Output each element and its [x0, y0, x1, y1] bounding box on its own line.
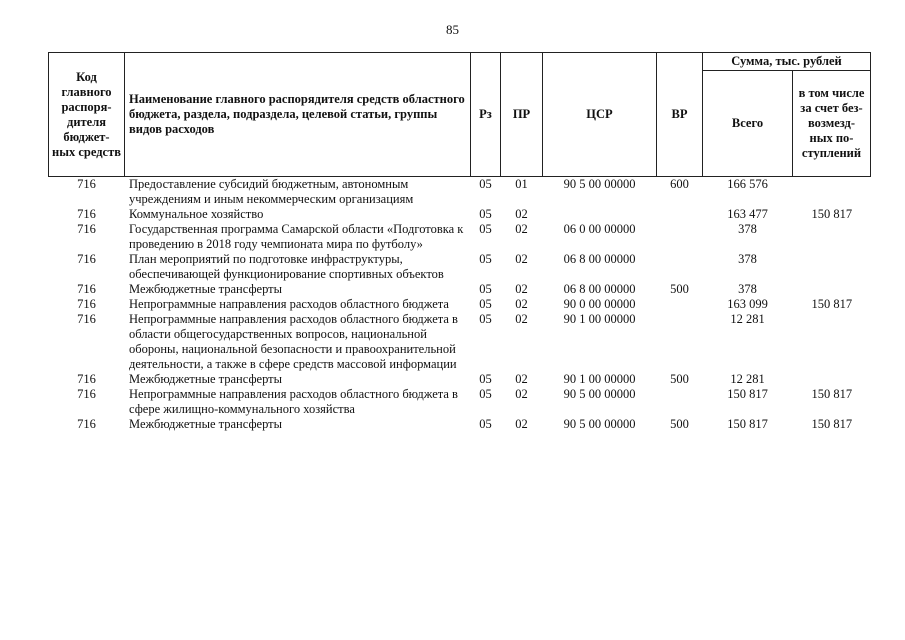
row-total: 378 [738, 282, 757, 296]
table-row [49, 282, 871, 297]
table-row [49, 177, 871, 208]
row-name: Межбюджетные трансферты [129, 282, 283, 296]
row-vr: 500 [670, 282, 689, 296]
row-rz: 05 [479, 312, 492, 326]
row-total: 378 [738, 252, 757, 266]
row-incl [793, 312, 871, 372]
row-rz: 05 [479, 417, 492, 431]
row-csr: 06 8 00 00000 [563, 252, 636, 266]
row-code: 716 [77, 252, 96, 266]
table-row [49, 387, 871, 417]
row-csr: 90 5 00 00000 [563, 387, 636, 401]
row-rz: 05 [479, 252, 492, 266]
row-total: 150 817 [727, 417, 768, 431]
row-vr: 500 [670, 372, 689, 386]
row-rz: 05 [479, 372, 492, 386]
row-pr: 02 [515, 417, 528, 431]
row-rz: 05 [479, 207, 492, 221]
row-name: Предоставление субсидий бюджетным, автономным учреждениям и иным некоммерческим организациям [129, 177, 414, 206]
table-row [49, 297, 871, 312]
table-row [49, 207, 871, 222]
row-csr: 90 5 00 00000 [563, 177, 636, 191]
row-vr: 600 [670, 177, 689, 191]
row-rz: 05 [479, 177, 492, 191]
header-sum: Сумма, тыс. рублей [703, 53, 871, 71]
row-pr: 02 [515, 387, 528, 401]
row-vr [657, 387, 703, 417]
header-incl: в том числе за счет без- возмезд- ных по- ступлений [793, 71, 871, 177]
row-incl [793, 252, 871, 282]
row-pr: 01 [515, 177, 528, 191]
row-vr [657, 297, 703, 312]
page-number: 85 [446, 22, 459, 37]
row-name: Непрограммные направления расходов областного бюджета в области общегосударственных вопросов, национальной обороны, национальной безопасности и правоохранительной деятельности, а также в сфере средств массовой информации [129, 312, 458, 371]
row-rz: 05 [479, 282, 492, 296]
row-total: 150 817 [727, 387, 768, 401]
row-code: 716 [77, 372, 96, 386]
header-pr: ПР [501, 53, 543, 177]
row-name: Непрограммные направления расходов областного бюджета в сфере жилищно-коммунального хозяйства [129, 387, 458, 416]
row-name: Коммунальное хозяйство [129, 207, 264, 221]
row-pr: 02 [515, 222, 528, 236]
table-row [49, 417, 871, 432]
header-code: Код главного распоря- дителя бюджет- ных средств [49, 53, 125, 177]
header-name: Наименование главного распорядителя средств областного бюджета, раздела, подраздела, целевой статьи, группы видов расходов [125, 53, 471, 177]
row-code: 716 [77, 282, 96, 296]
row-incl: 150 817 [811, 417, 853, 431]
row-code: 716 [77, 417, 96, 431]
row-csr: 06 8 00 00000 [563, 282, 636, 296]
row-incl: 150 817 [811, 387, 853, 401]
row-rz: 05 [479, 297, 492, 311]
row-name: Непрограммные направления расходов областного бюджета [129, 297, 449, 311]
row-pr: 02 [515, 312, 528, 326]
header-rz: Рз [471, 53, 501, 177]
row-incl [793, 372, 871, 387]
row-pr: 02 [515, 297, 528, 311]
row-rz: 05 [479, 222, 492, 236]
table-row [49, 252, 871, 282]
row-pr: 02 [515, 282, 528, 296]
row-name: План мероприятий по подготовке инфраструктуры, обеспечивающей функционирование спортивных объектов [129, 252, 444, 281]
budget-table [48, 52, 871, 432]
row-code: 716 [77, 387, 96, 401]
row-vr [657, 312, 703, 372]
row-code: 716 [77, 297, 96, 311]
row-vr [657, 252, 703, 282]
row-incl [793, 222, 871, 252]
row-incl [793, 282, 871, 297]
row-total: 166 576 [727, 177, 768, 191]
row-name: Межбюджетные трансферты [129, 372, 283, 386]
table-row [49, 312, 871, 372]
table-row [49, 222, 871, 252]
row-csr: 90 5 00 00000 [563, 417, 636, 431]
header-total: Всего [703, 71, 793, 177]
row-incl: 150 817 [811, 207, 853, 221]
row-pr: 02 [515, 372, 528, 386]
row-code: 716 [77, 222, 96, 236]
row-code: 716 [77, 207, 96, 221]
row-code: 716 [77, 312, 96, 326]
row-incl [793, 177, 871, 208]
row-total: 12 281 [730, 312, 765, 326]
row-pr: 02 [515, 252, 528, 266]
row-name: Государственная программа Самарской области «Подготовка к проведению в 2018 году чемпионата мира по футболу» [129, 222, 464, 251]
row-total: 163 477 [727, 207, 768, 221]
row-pr: 02 [515, 207, 528, 221]
row-vr [657, 222, 703, 252]
row-total: 378 [738, 222, 757, 236]
row-total: 163 099 [727, 297, 768, 311]
row-csr: 90 1 00 00000 [563, 312, 636, 326]
row-incl: 150 817 [811, 297, 853, 311]
row-csr: 90 0 00 00000 [563, 297, 636, 311]
row-rz: 05 [479, 387, 492, 401]
row-name: Межбюджетные трансферты [129, 417, 283, 431]
header-csr: ЦСР [543, 53, 657, 177]
row-csr: 90 1 00 00000 [563, 372, 636, 386]
row-vr: 500 [670, 417, 689, 431]
row-csr [543, 207, 657, 222]
row-csr: 06 0 00 00000 [563, 222, 636, 236]
row-code: 716 [77, 177, 96, 191]
table-row [49, 372, 871, 387]
header-vr: ВР [657, 53, 703, 177]
row-vr [657, 207, 703, 222]
row-total: 12 281 [730, 372, 765, 386]
